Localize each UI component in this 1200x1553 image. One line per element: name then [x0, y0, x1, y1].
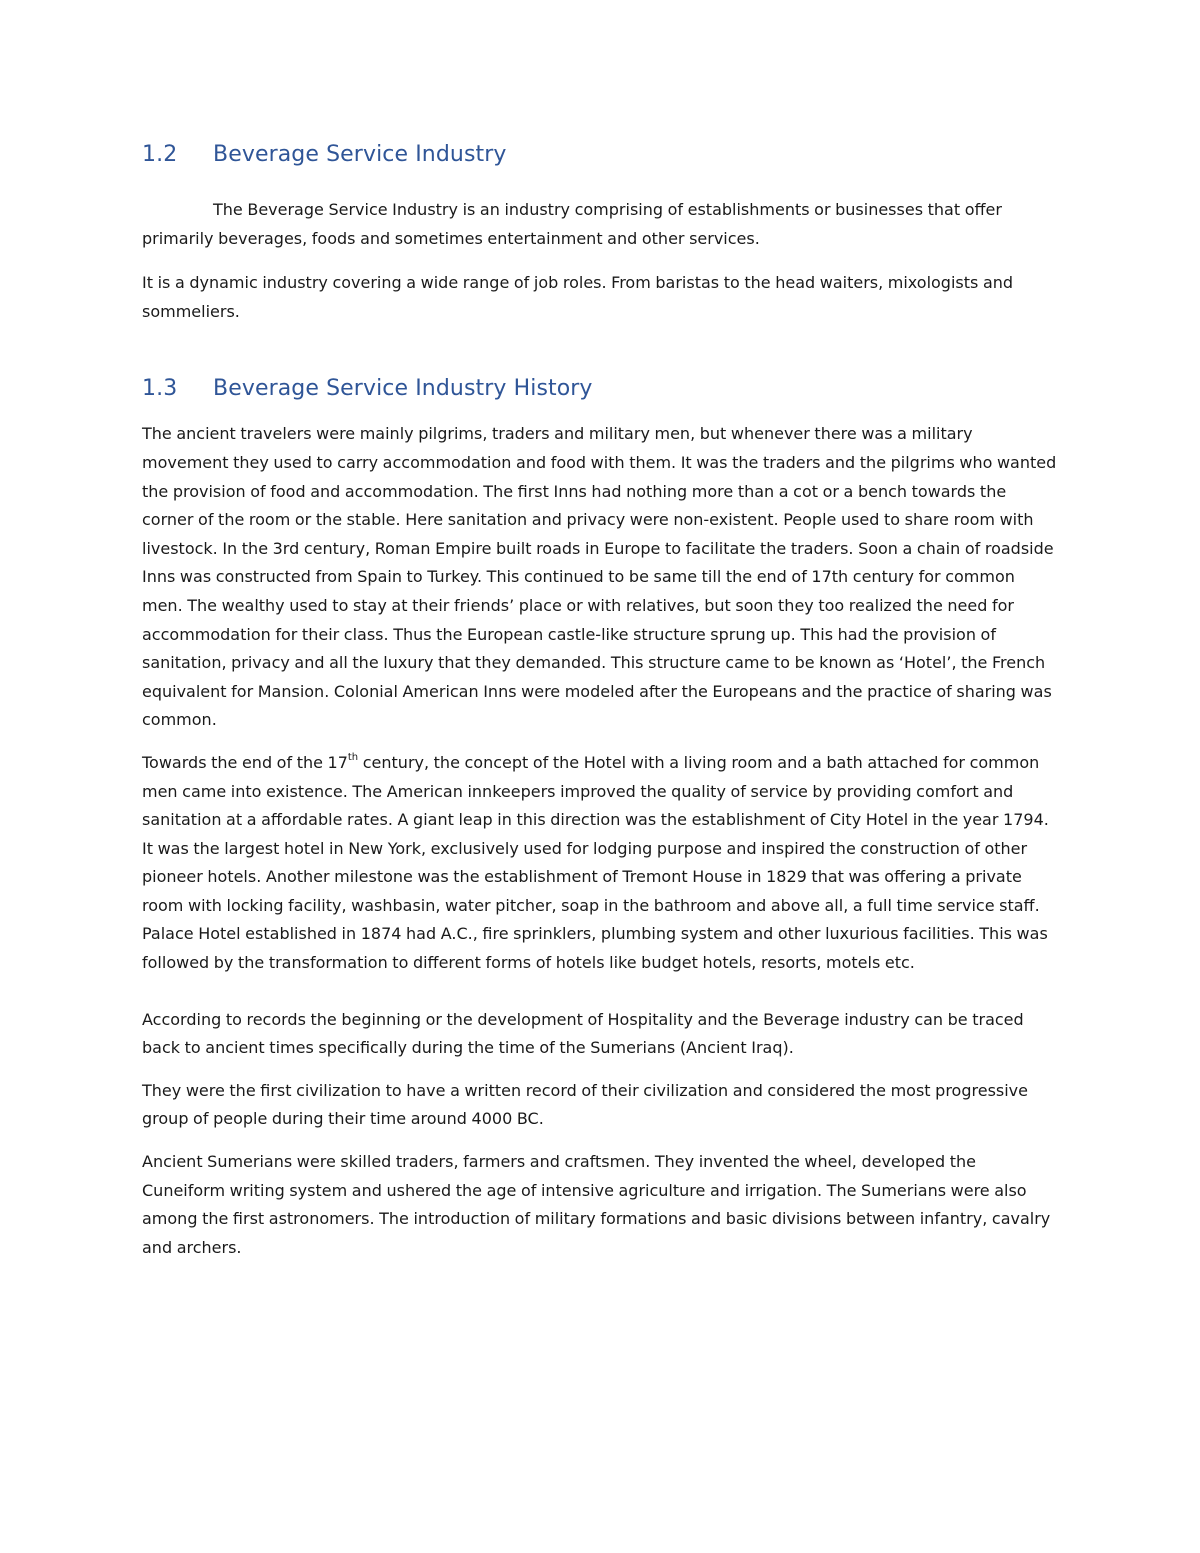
paragraph: According to records the beginning or the development of Hospitality and the Beverage industry can be traced back to ancient times specifically during the time of the Sumerians (Ancient Iraq). — [142, 1009, 1024, 1058]
paragraph: It is a dynamic industry covering a wide range of job roles. From baristas to the head waiters, mixologists and sommeliers. — [142, 273, 1014, 321]
paragraph-lead: Towards the end of the 17 — [142, 752, 348, 772]
paragraph: Ancient Sumerians were skilled traders, farmers and craftsmen. They invented the wheel, developed the Cuneiform writing system and ushered the age of intensive agriculture and irrigation. The Sumerians were also among the first astronomers. The introduction of military formations and basic divisions between infantry, cavalry and archers. — [142, 1152, 1051, 1257]
section-title: Beverage Service Industry History — [213, 376, 593, 402]
superscript: th — [347, 751, 359, 763]
section-number: 1.3 — [142, 376, 178, 402]
section-heading-1-2 — [142, 136, 1058, 174]
section-heading-1-3 — [142, 370, 1058, 408]
paragraph: They were the first civilization to have a written record of their civilization and considered the most progressive group of people during their time around 4000 BC. — [142, 1080, 1028, 1129]
paragraph: The Beverage Service Industry is an industry comprising of establishments or businesses that offer primarily beverages, foods and sometimes entertainment and other services. — [142, 200, 1002, 248]
paragraph: The ancient travelers were mainly pilgrims, traders and military men, but whenever there was a military movement they used to carry accommodation and food with them. It was the traders and the pilgrims who wanted the provision of food and accommodation. The first Inns had nothing more than a cot or a bench towards the corner of the room or the stable. Here sanitation and privacy were non-existent. People used to share room with livestock. In the 3rd century, Roman Empire built roads in Europe to facilitate the traders. Soon a chain of roadside Inns was constructed from Spain to Turkey. This continued to be same till the end of 17th century for common men. The wealthy used to stay at their friends’ place or with relatives, but soon they too realized the need for accommodation for their class. Thus the European castle-like structure sprung up. This had the provision of sanitation, privacy and all the luxury that they demanded. This structure came to be known as ‘Hotel’, the French equivalent for Mansion. Colonial American Inns were modeled after the Europeans and the practice of sharing was common. — [142, 424, 1057, 730]
section-title: Beverage Service Industry — [213, 142, 507, 167]
paragraph-rest: century, the concept of the Hotel with a living room and a bath attached for common men came into existence. The American innkeepers improved the quality of service by providing comfort and sanitation at a affordable rates. A giant leap in this direction was the establishment of City Hotel in the year 1794. It was the largest hotel in New York, exclusively used for lodging purpose and inspired the construction of other pioneer hotels. Another milestone was the establishment of Tremont House in 1829 that was offering a private room with locking facility, washbasin, water pitcher, soap in the bathroom and above all, a full time service staff. Palace Hotel established in 1874 had A.C., fire sprinklers, plumbing system and other luxurious facilities. This was followed by the transformation to different forms of hotels like budget hotels, resorts, motels etc. — [142, 752, 1049, 973]
paragraph — [142, 749, 1058, 978]
section-number: 1.2 — [142, 142, 178, 167]
document-page — [142, 136, 1058, 1262]
